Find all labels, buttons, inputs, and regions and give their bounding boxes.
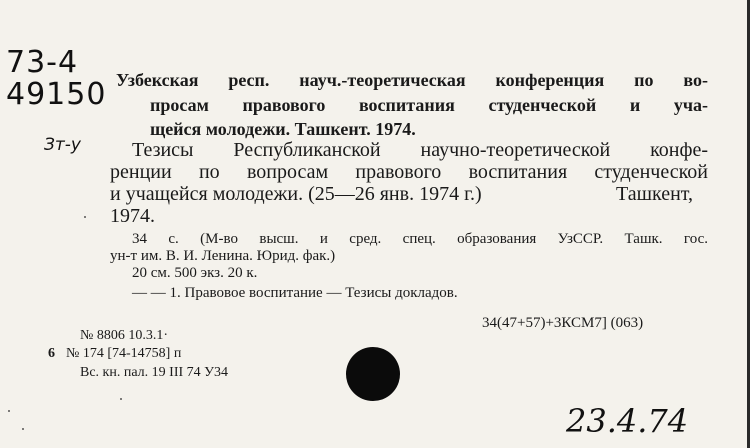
body-line-2: ренции по вопросам правового воспитания студенческой (110, 161, 708, 183)
publication-line-2: ун-т им. В. И. Ленина. Юрид. фак.) (110, 248, 336, 264)
heading-line-2: просам правового воспитания студенческой и уча- (150, 95, 708, 115)
handwritten-signature: 23.4.74 (566, 402, 689, 440)
handwritten-mark: Зт-у (44, 135, 81, 155)
body-year: 1974. (110, 205, 155, 227)
handwritten-shelf-code: 73-4 (6, 45, 79, 80)
handwritten-accession-number: 49150 (6, 77, 107, 112)
heading-line-3: щейся молодежи. Ташкент. 1974. (150, 119, 416, 139)
speck (120, 398, 122, 400)
publication-line-3: 20 см. 500 экз. 20 к. (132, 265, 258, 281)
footer-line-2: № 174 [74-14758] п (66, 346, 182, 361)
subject-heading: — — 1. Правовое воспитание — Тезисы докладов. (132, 285, 458, 301)
punch-hole (346, 347, 400, 401)
speck (84, 216, 86, 218)
footer-line-2-prefix: 6 (48, 346, 55, 361)
body-line-3: и учащейся молодежи. (25—26 янв. 1974 г.) (110, 183, 482, 205)
speck (8, 410, 10, 412)
heading-line-1: Узбекская респ. науч.-теоретическая конференция по во- (116, 70, 708, 90)
classification-index: 34(47+57)+3КСМ7] (063) (482, 315, 644, 331)
body-place: Ташкент, (616, 183, 694, 205)
footer-line-1: № 8806 10.3.1· (80, 328, 169, 343)
publication-line-1: 34 с. (М-во высш. и сред. спец. образования УзССР. Ташк. гос. (132, 231, 708, 247)
footer-line-3: Вс. кн. пал. 19 III 74 У34 (80, 365, 229, 380)
speck (22, 428, 24, 430)
body-line-1: Тезисы Республиканской научно-теоретической конфе- (132, 139, 708, 161)
